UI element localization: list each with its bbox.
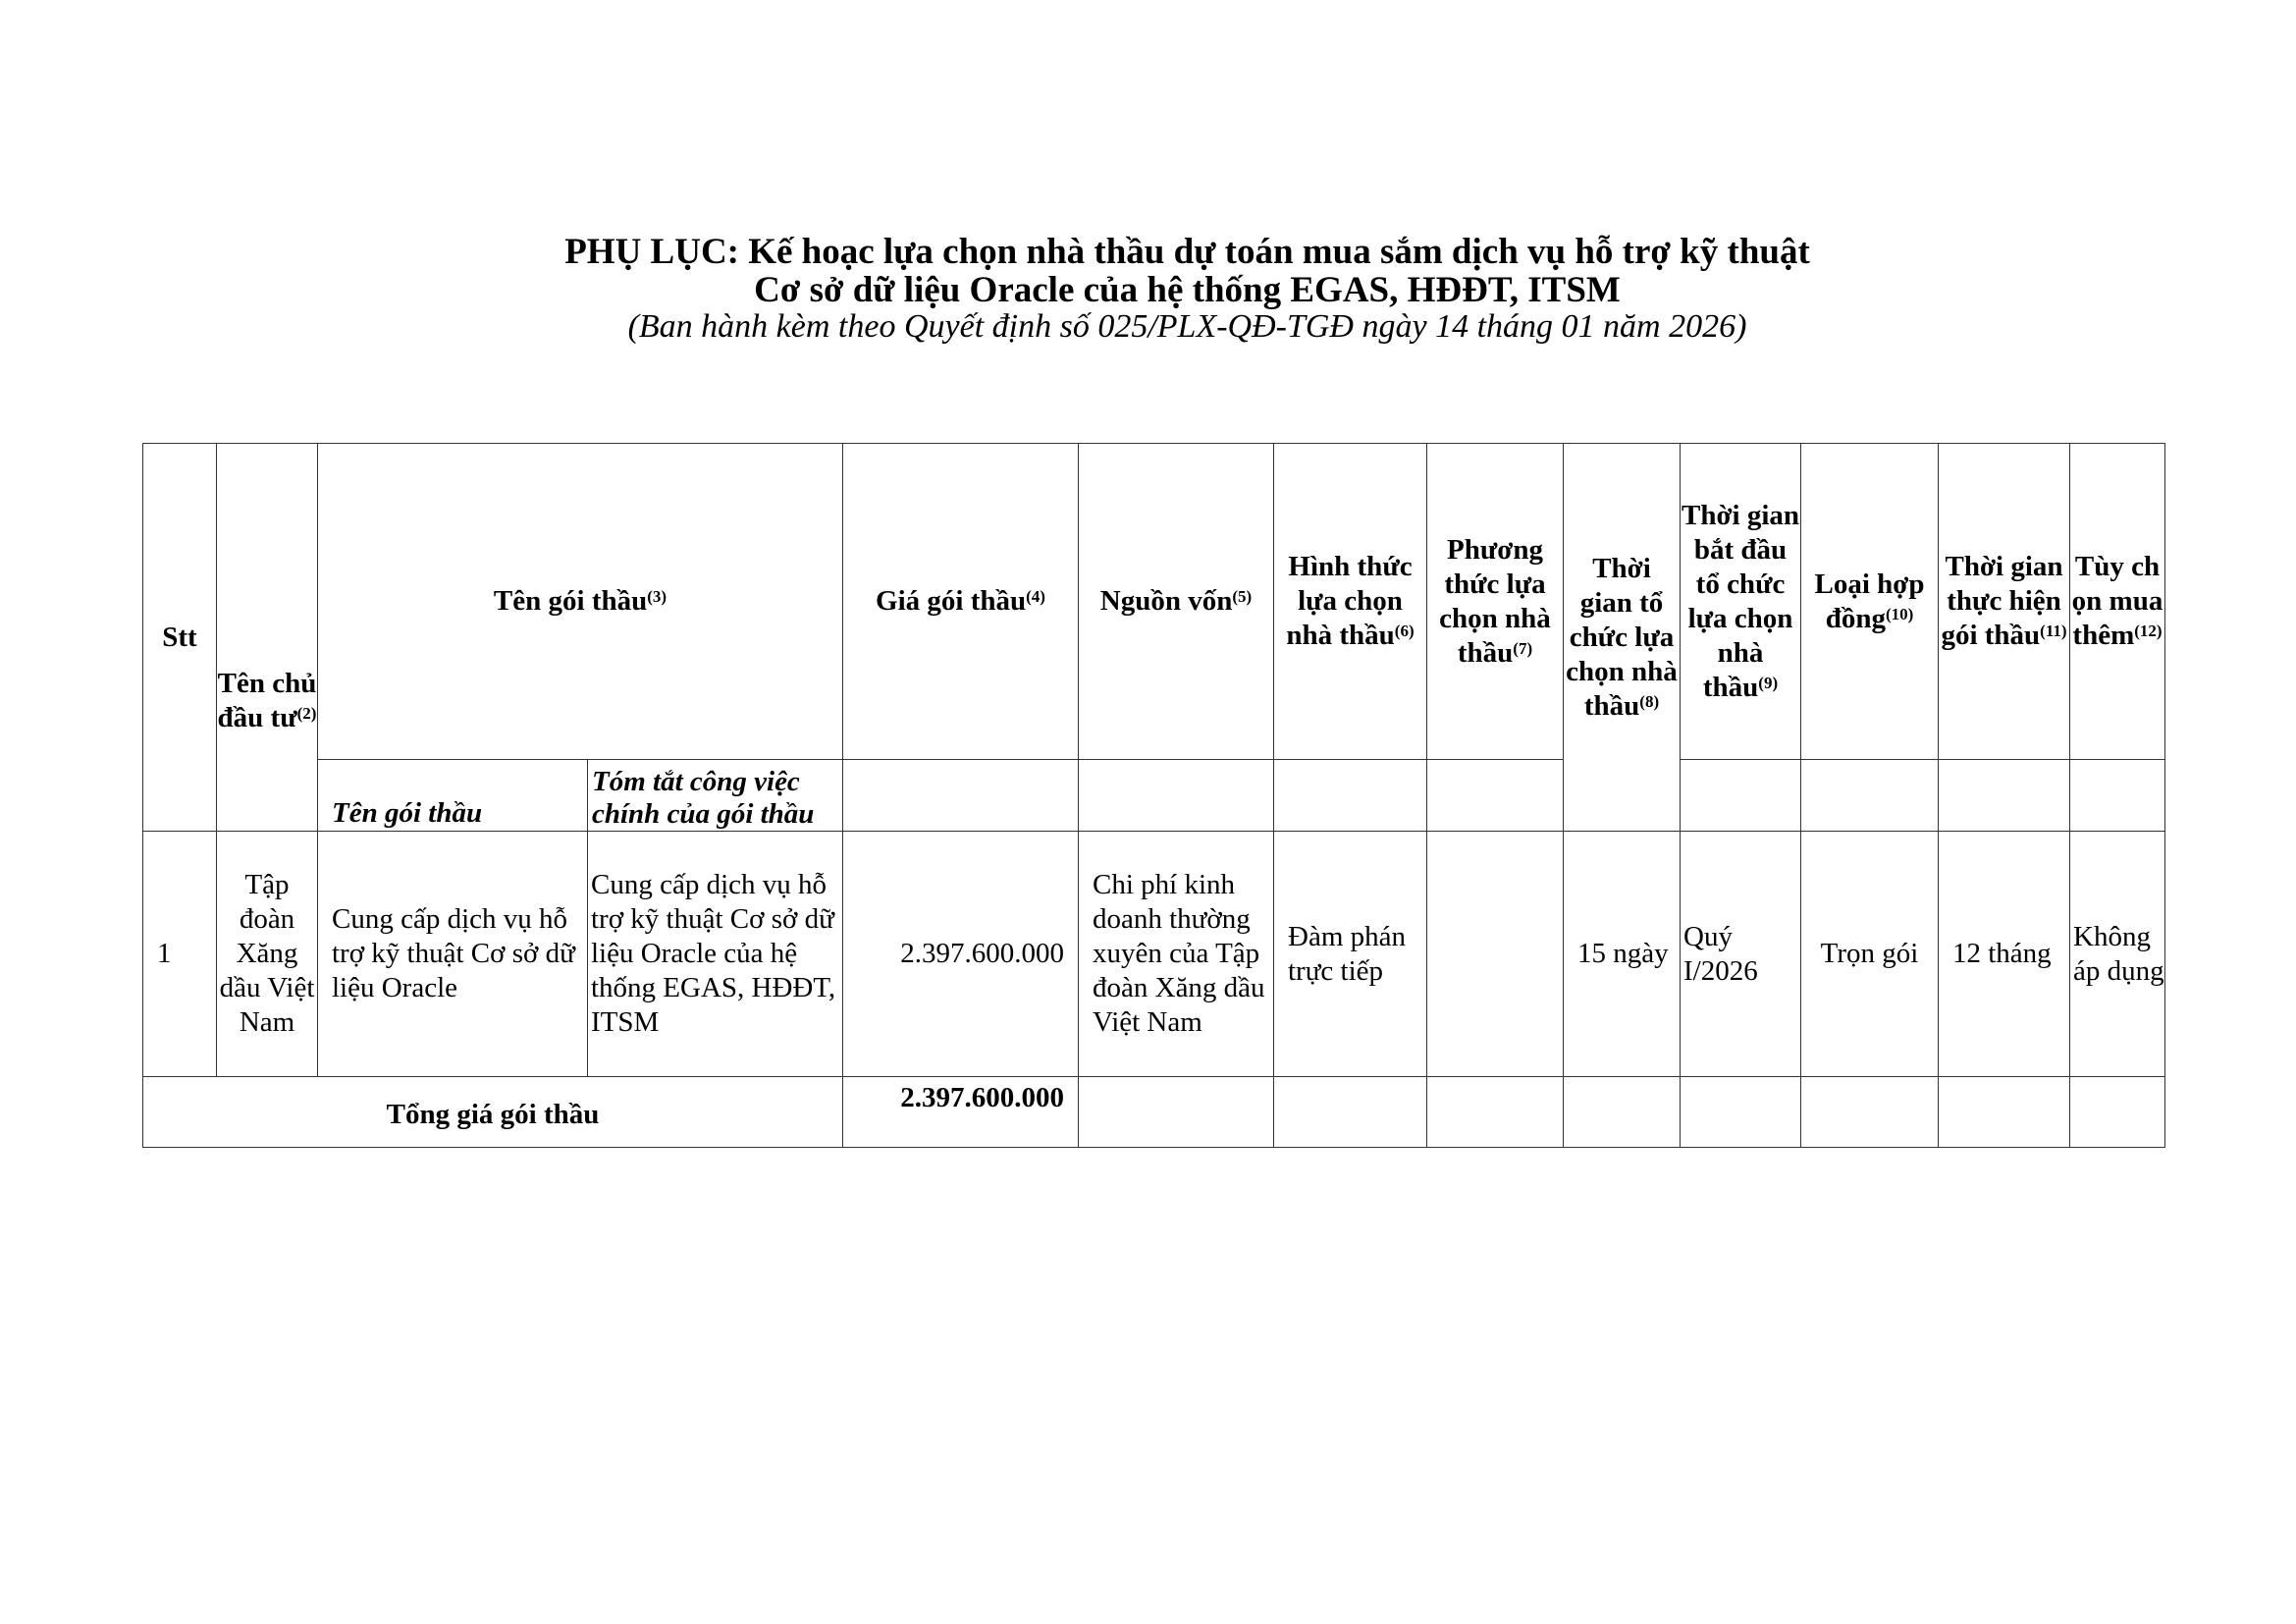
document-title-line-1: PHỤ LỤC: Kế hoạc lựa chọn nhà thầu dự toán mua sắm dịch vụ hỗ trợ kỹ thuật (564, 232, 1810, 272)
header-thoi-gian-bat-dau (1681, 444, 1801, 760)
header-gia-goi-thau-note: (4) (1026, 587, 1045, 606)
cell-stt: 1 (143, 832, 217, 1077)
header-nguon-von-note: (5) (1232, 587, 1253, 606)
document-header (0, 234, 2296, 345)
empty-cell (1079, 1077, 1274, 1148)
cell-thoi-gian-to-chuc: 15 ngày (1564, 832, 1681, 1077)
header-ten-goi-thau (318, 444, 843, 760)
cell-nguon-von: Chi phí kinh doanh thường xuyên của Tập đoàn Xăng dầu Việt Nam (1079, 832, 1274, 1077)
header-thoi-gian-to-chuc-note: (8) (1639, 691, 1660, 711)
total-label: Tổng giá gói thầu (143, 1077, 843, 1148)
header-thoi-gian-bat-dau-note: (9) (1758, 673, 1779, 692)
header-stt (143, 444, 217, 832)
header-hinh-thuc (1274, 444, 1427, 760)
header-ten-goi-thau-note: (3) (647, 587, 667, 606)
cell-gia-goi-thau: 2.397.600.000 (843, 832, 1079, 1077)
header-tuy-chon-note: (12) (2134, 622, 2163, 640)
cell-ten-goi-thau: Cung cấp dịch vụ hỗ trợ kỹ thuật Cơ sở dữ liệu Oracle (318, 832, 588, 1077)
cell-thoi-gian-bat-dau: Quý I/2026 (1681, 832, 1801, 1077)
header-thoi-gian-thuc-hien-note: (11) (2040, 622, 2067, 640)
header-phuong-thuc-label: Phương thức lựa chọn nhà thầu (1439, 533, 1551, 669)
empty-cell (1939, 760, 2070, 832)
header-nguon-von-label: Nguồn vốn (1099, 585, 1233, 617)
empty-cell (2070, 760, 2165, 832)
empty-cell (1801, 760, 1939, 832)
empty-cell (1939, 1077, 2070, 1148)
header-hinh-thuc-note: (6) (1394, 622, 1415, 640)
empty-cell (1427, 1077, 1564, 1148)
document-title-line-2: Cơ sở dữ liệu Oracle của hệ thống EGAS, HĐĐT, ITSM (754, 270, 1621, 310)
header-ten-goi-thau-label: Tên gói thầu (493, 585, 648, 617)
total-row (143, 1077, 2165, 1148)
header-gia-goi-thau-label: Giá gói thầu (876, 585, 1027, 617)
header-loai-hop-dong (1801, 444, 1939, 760)
empty-cell (1681, 1077, 1801, 1148)
empty-cell (1681, 760, 1801, 832)
header-phuong-thuc-note: (7) (1513, 638, 1533, 658)
empty-cell (1274, 760, 1427, 832)
cell-thoi-gian-thuc-hien: 12 tháng (1939, 832, 2070, 1077)
sub-header-row (143, 760, 2165, 832)
empty-cell (843, 760, 1079, 832)
cell-phuong-thuc (1427, 832, 1564, 1077)
cell-tom-tat: Cung cấp dịch vụ hỗ trợ kỹ thuật Cơ sở dữ liệu Oracle của hệ thống EGAS, HĐĐT, ITSM (588, 832, 843, 1077)
table-row (143, 832, 2165, 1077)
empty-cell (1079, 760, 1274, 832)
header-chu-dau-tu-label: Tên chủ đầu tư (217, 668, 317, 733)
header-tuy-chon-label: Tùy chọn mua thêm (2071, 551, 2163, 651)
cell-chu-dau-tu: Tập đoàn Xăng dầu Việt Nam (217, 832, 318, 1077)
header-chu-dau-tu-note: (2) (296, 704, 317, 723)
sub-header-ten-goi-thau: Tên gói thầu (318, 760, 588, 832)
cell-loai-hop-dong: Trọn gói (1801, 832, 1939, 1077)
header-row (143, 444, 2165, 760)
header-thoi-gian-thuc-hien-label: Thời gian thực hiện gói thầu (1941, 551, 2063, 651)
header-thoi-gian-to-chuc (1564, 444, 1681, 832)
empty-cell (2070, 1077, 2165, 1148)
header-gia-goi-thau (843, 444, 1079, 760)
total-value: 2.397.600.000 (843, 1077, 1079, 1148)
header-loai-hop-dong-label: Loại hợp đồng (1814, 568, 1925, 634)
empty-cell (1274, 1077, 1427, 1148)
header-tuy-chon (2070, 444, 2165, 760)
empty-cell (1801, 1077, 1939, 1148)
header-stt-label: Stt (162, 621, 197, 653)
header-phuong-thuc (1427, 444, 1564, 760)
header-thoi-gian-thuc-hien (1939, 444, 2070, 760)
cell-tuy-chon: Không áp dụng (2070, 832, 2165, 1077)
procurement-plan-table (142, 443, 2165, 1148)
document-subtitle: (Ban hành kèm theo Quyết định số 025/PLX-QĐ-TGĐ ngày 14 tháng 01 năm 2026) (627, 308, 1747, 345)
cell-hinh-thuc: Đàm phán trực tiếp (1274, 832, 1427, 1077)
header-thoi-gian-to-chuc-label: Thời gian tổ chức lựa chọn nhà thầu (1566, 552, 1678, 722)
header-chu-dau-tu (217, 444, 318, 832)
empty-cell (1427, 760, 1564, 832)
sub-header-tom-tat: Tóm tắt công việc chính của gói thầu (588, 760, 843, 832)
empty-cell (1564, 1077, 1681, 1148)
header-hinh-thuc-label: Hình thức lựa chọn nhà thầu (1286, 551, 1413, 651)
header-loai-hop-dong-note: (10) (1885, 604, 1914, 623)
header-thoi-gian-bat-dau-label: Thời gian bắt đầu tổ chức lựa chọn nhà thầu (1681, 499, 1800, 703)
header-nguon-von (1079, 444, 1274, 760)
